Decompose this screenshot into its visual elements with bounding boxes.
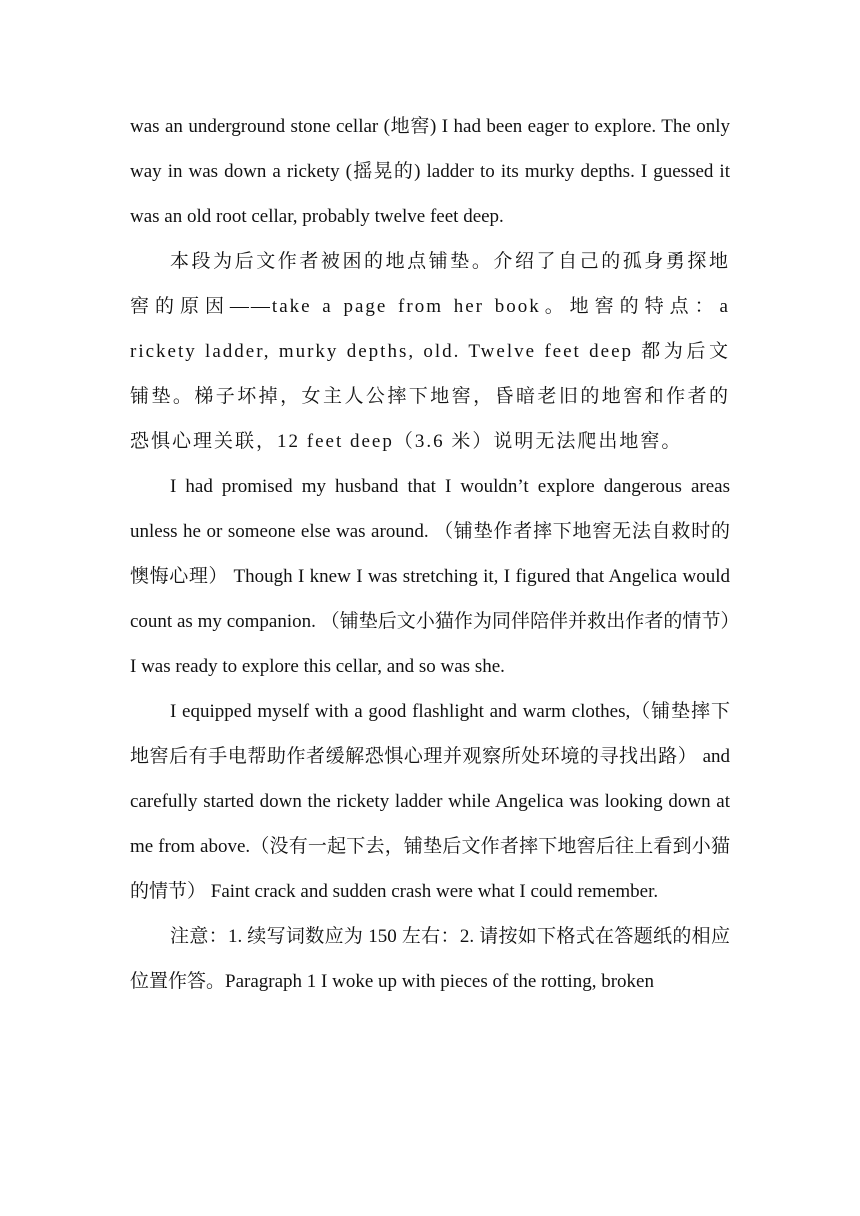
analysis-paragraph-1: 本段为后文作者被困的地点铺垫。介绍了自己的孤身勇探地窖的原因——take a page from her book。地窖的特点：a rickety ladder, murky depths, old. Twelve feet deep 都为后文铺垫。梯子坏掉，女主人公摔下地窖，昏暗老旧的地窖和作者的恐惧心理关联，12 feet deep（3.6 米）说明无法爬出地窖。	[130, 251, 730, 452]
story-paragraph-2: I had promised my husband that I wouldn’t explore dangerous areas unless he or someone else was around. （铺垫作者摔下地窖无法自救时的懊悔心理） Though I knew I was stretching it, I figured that Angelica would count as my companion. （铺垫后文小猫作为同伴陪伴并救出作者的情节）I was ready to explore this cellar, and so was she.	[130, 476, 730, 677]
story-paragraph-3: I equipped myself with a good flashlight and warm clothes,（铺垫摔下地窖后有手电帮助作者缓解恐惧心理并观察所处环境的寻找出路） and carefully started down the rickety ladder while Angelica was looking down at me from above.（没有一起下去，铺垫后文作者摔下地窖后往上看到小猫的情节） Faint crack and sudden crash were what I could remember.	[130, 701, 730, 902]
instructions-paragraph: 注意：1. 续写词数应为 150 左右：2. 请按如下格式在答题纸的相应位置作答。Paragraph 1 I woke up with pieces of the rotting, broken	[130, 926, 730, 992]
document-page	[130, 104, 730, 1004]
story-paragraph-1: was an underground stone cellar (地窖) I had been eager to explore. The only way in was down a rickety (摇晃的) ladder to its murky depths. I guessed it was an old root cellar, probably twelve feet deep.	[130, 116, 730, 227]
